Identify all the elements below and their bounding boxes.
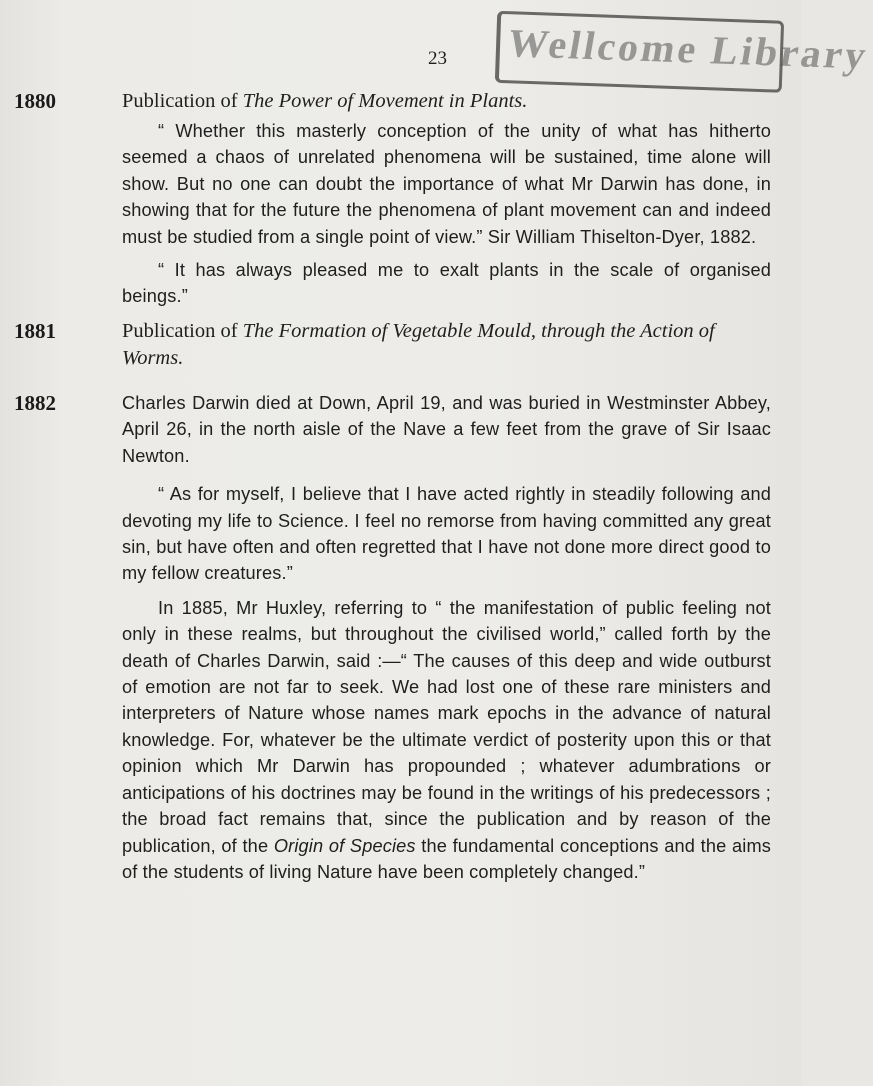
book-title: Origin of Species bbox=[273, 835, 416, 856]
library-stamp bbox=[495, 3, 873, 99]
publication-line bbox=[122, 88, 771, 115]
stamp-text: Wellcome Library bbox=[504, 20, 873, 78]
quote-paragraph: “ Whether this masterly conception of the unity of what has hitherto seemed a chaos of unrelated phenomena will be sustained, time alone will show. But no one can doubt the importance of what Mr Darwin has done, in showing that for the future the phenomena of plant movement can and indeed must be studied from a single point of view.” Sir William Thiselton-Dyer, 1882. bbox=[122, 121, 771, 247]
huxley-paragraph bbox=[122, 595, 771, 885]
year-label: 1881 bbox=[14, 319, 56, 343]
huxley-text-after: the fundamental conceptions and the aims of the students of living Nature have been completely changed.” bbox=[122, 835, 772, 882]
quote-paragraph: “ It has always pleased me to exalt plants in the scale of organised beings.” bbox=[122, 260, 771, 307]
death-paragraph: Charles Darwin died at Down, April 19, and was buried in Westminster Abbey, April 26, in the north aisle of the Nave a few feet from the grave of Sir Isaac Newton. bbox=[122, 393, 771, 466]
page-number: 23 bbox=[428, 48, 447, 69]
publication-prefix: Publication of bbox=[122, 320, 243, 342]
publication-line bbox=[122, 318, 771, 372]
entry-text bbox=[122, 88, 771, 310]
publication-title: The Formation of Vegetable Mould, through the Action of Worms. bbox=[122, 320, 715, 369]
year-label: 1880 bbox=[14, 89, 56, 113]
entry-text bbox=[122, 318, 771, 372]
huxley-text-before: In 1885, Mr Huxley, referring to “ the manifestation of public feeling not only in these realms, but throughout the civilised world,” called forth by the death of Charles Darwin, said :—“ The causes of this deep and wide outburst of emotion are not far to seek. We had lost one of these rare ministers and interpreters of Nature whose names mark epochs in the advance of natural knowledge. For, whatever be the ultimate verdict of posterity upon this or that opinion which Mr Darwin has propounded ; whatever adumbrations or anticipations of his doctrines may be found in the writings of his predecessors ; the broad fact remains that, since the publication and by reason of the publication, of the bbox=[122, 597, 771, 856]
publication-title: The Power of Movement in Plants. bbox=[242, 90, 528, 112]
entry-text bbox=[122, 390, 771, 885]
publication-prefix: Publication of bbox=[122, 90, 243, 112]
year-label: 1882 bbox=[14, 391, 56, 415]
quote-paragraph: “ As for myself, I believe that I have acted rightly in steadily following and devoting my life to Science. I feel no remorse from having committed any great sin, but have often and often regretted that I have not done more direct good to my fellow creatures.” bbox=[122, 484, 771, 584]
